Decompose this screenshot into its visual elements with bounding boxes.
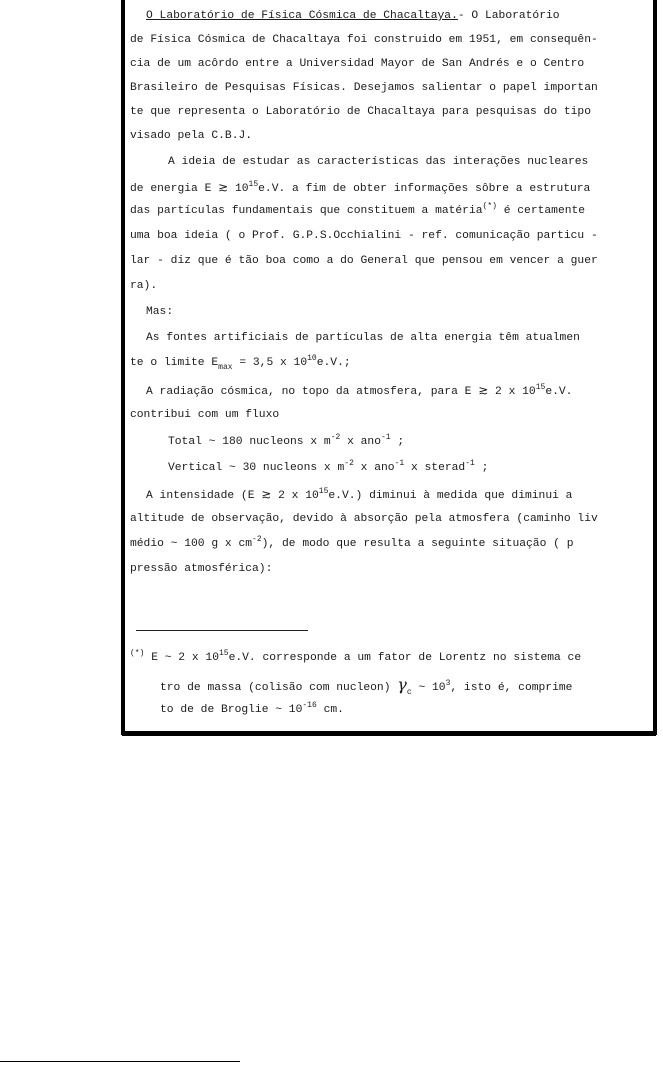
text-fragment: A intensidade (E: [146, 490, 255, 502]
text-fragment: te o limite E: [130, 357, 219, 369]
text-fragment: é certamente: [503, 205, 586, 217]
text-fragment: tro de massa (colisão com nucleon): [160, 682, 391, 694]
text-line: As fontes artificiais de partículas de alta energia têm atualmen: [146, 332, 580, 344]
footnote-marker: (*): [482, 202, 497, 211]
text-fragment: x ano: [347, 436, 381, 448]
text-fragment: e.V.;: [316, 357, 351, 369]
text-fragment: to de de Broglie ~ 10: [160, 704, 303, 716]
exponent: -2: [344, 459, 354, 468]
heading-line: [146, 8, 560, 25]
text-line: [130, 536, 574, 553]
text-fragment: x ano: [360, 462, 395, 474]
text-line: altitude de observação, devido à absorção pela atmosfera (caminho liv: [130, 513, 598, 525]
text-fragment: e.V. a fim de obter informações sôbre a estrutura: [258, 183, 591, 195]
text-fragment: e.V.: [545, 386, 573, 398]
text-fragment: ), de modo que resulta a seguinte situação ( p: [261, 538, 574, 550]
exponent: -1: [381, 433, 391, 442]
text-fragment: das partículas fundamentais que constituem a matéria: [130, 205, 483, 217]
text-line: de Física Cósmica de Chacaltaya foi construido em 1951, em consequên-: [130, 34, 598, 46]
text-fragment: A radiação cósmica, no topo da atmosfera, para E: [146, 386, 472, 398]
text-line: de energia E ≳ $10^{15}e.V$. a fim de obter informações sôbre a estrutura: [130, 180, 591, 195]
geq-symbol: ≳: [478, 383, 489, 397]
exponent: 15: [318, 487, 329, 496]
exponent: 3: [445, 679, 451, 688]
footnote-line-1: [130, 650, 581, 667]
text-fragment: , isto é, comprime: [450, 682, 573, 694]
text-line: [146, 382, 572, 401]
text-line: te que representa o Laboratório de Chacaltaya para pesquisas do tipo: [130, 106, 591, 118]
text-line: [146, 486, 572, 505]
text-fragment: 2 x 10: [278, 490, 319, 502]
page-footnote-rule: [0, 1061, 240, 1062]
text-fragment: de energia E: [130, 183, 212, 195]
text-line: cia de um acôrdo entre a Universidad Mayor de San Andrés e o Centro: [130, 58, 585, 70]
exponent: -16: [302, 701, 317, 710]
text-fragment: e.V.) diminui à medida que diminui a: [328, 490, 573, 502]
text-fragment: ~ 10: [418, 682, 446, 694]
text-line: contribui com um fluxo: [130, 409, 280, 421]
footnote-rule: [136, 630, 308, 631]
geq-symbol: ≳: [218, 180, 229, 194]
geq-symbol: ≳: [261, 487, 272, 501]
footnote-marker: (*): [130, 649, 145, 658]
text-fragment: Total ~ 180 nucleons x m: [168, 436, 331, 448]
exponent: -2: [330, 433, 341, 442]
text-line: Mas:: [146, 306, 174, 318]
exponent: 10: [307, 354, 317, 363]
text-fragment: x sterad: [410, 462, 466, 474]
text-fragment: = 3,5 x 10: [239, 357, 308, 369]
exponent: -1: [394, 459, 405, 468]
footnote-line-3: [160, 702, 344, 719]
exponent: -2: [252, 535, 262, 544]
text-line: ra).: [130, 280, 158, 292]
exponent: 15: [535, 383, 546, 392]
exponent: 15: [218, 649, 229, 658]
subscript: max: [218, 363, 233, 372]
text-fragment: ;: [397, 436, 405, 448]
text-line: [130, 203, 585, 220]
text-line: pressão atmosférica):: [130, 563, 273, 575]
text-line: A ideia de estudar as características das interações nucleares: [168, 156, 589, 168]
text-fragment: cm.: [323, 704, 344, 716]
text-fragment: Vertical ~ 30 nucleons x m: [168, 462, 345, 474]
exponent: -1: [465, 459, 475, 468]
text-line: uma boa ideia ( o Prof. G.P.S.Occhialini - ref. comunicação particu -: [130, 230, 598, 242]
document-heading: O Laboratório de Física Cósmica de Chacaltaya.: [146, 10, 458, 22]
text-fragment: 2 x 10: [495, 386, 536, 398]
flux-total-line: [168, 434, 404, 451]
text-line: [130, 355, 351, 372]
text-fragment: ;: [481, 462, 489, 474]
text-fragment: e.V. corresponde a um fator de Lorentz no sistema ce: [228, 652, 582, 664]
flux-vertical-line: [168, 460, 488, 477]
text-line: lar - diz que é tão boa como a do General que pensou em vencer a guer: [130, 255, 598, 267]
text-fragment: E ~ 2 x 10: [151, 652, 219, 664]
exponent: 15: [248, 180, 259, 189]
text-line: Brasileiro de Pesquisas Físicas. Desejamos salientar o papel importan: [130, 82, 598, 94]
gamma-symbol: γ: [397, 675, 407, 694]
footnote-line-2: [160, 676, 572, 697]
subscript: c: [406, 688, 412, 697]
text-line: visado pela C.B.J.: [130, 130, 253, 142]
text-fragment: médio ~ 100 g x cm: [130, 538, 253, 550]
heading-line-rest: - O Laboratório: [457, 10, 560, 22]
